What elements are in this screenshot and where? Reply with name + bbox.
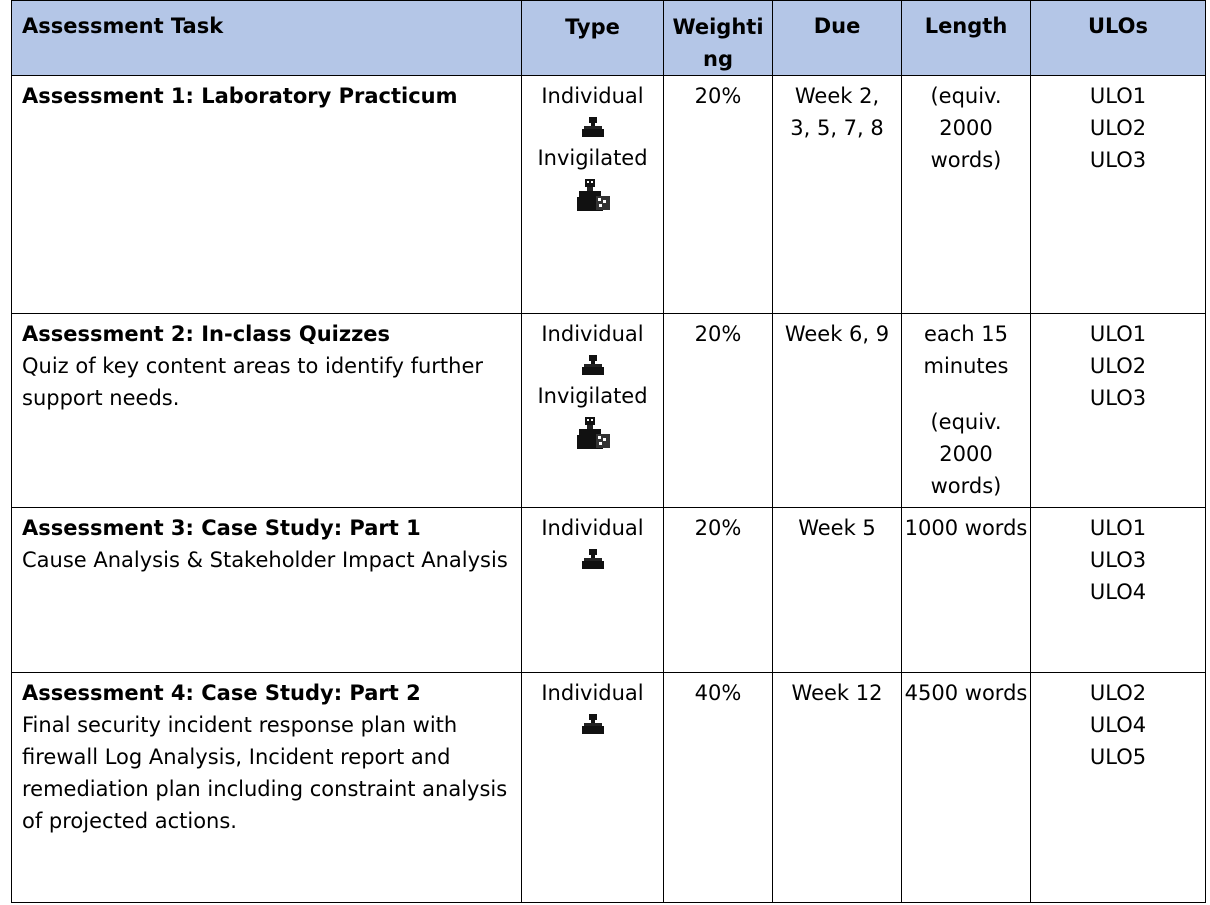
assessment-task-cell xyxy=(12,673,522,903)
length-line: 2000 xyxy=(939,442,993,466)
ulos-cell xyxy=(1031,508,1206,673)
header-ulos: ULOs xyxy=(1031,1,1206,76)
assessment-description: Quiz of key content areas to identify further support needs. xyxy=(22,354,484,410)
ulo-item: ULO4 xyxy=(1089,580,1147,604)
header-assessment-task: Assessment Task xyxy=(12,1,522,76)
due-line: Week 5 xyxy=(798,516,876,540)
length-cell xyxy=(902,673,1031,903)
ulos-cell xyxy=(1031,76,1206,314)
header-type: Type xyxy=(522,1,664,76)
due-cell xyxy=(773,673,902,903)
table-row xyxy=(12,673,1206,903)
due-cell xyxy=(773,76,902,314)
ulo-item: ULO4 xyxy=(1089,713,1147,737)
table-header-row xyxy=(12,1,1206,76)
assessment-task-cell xyxy=(12,76,522,314)
person-icon xyxy=(581,548,605,570)
due-line: Week 2, xyxy=(794,84,880,108)
type-individual: Individual xyxy=(541,84,644,108)
due-line: Week 12 xyxy=(791,681,883,705)
due-cell xyxy=(773,314,902,508)
length-line: each 15 xyxy=(923,322,1009,346)
assessment-table xyxy=(11,0,1206,903)
type-invigilated: Invigilated xyxy=(537,384,648,408)
header-weighting-line1: Weighti xyxy=(672,15,764,39)
table-row xyxy=(12,508,1206,673)
invigilator-icon xyxy=(574,416,612,452)
person-icon xyxy=(581,354,605,376)
ulo-item: ULO3 xyxy=(1089,548,1147,572)
invigilator-icon xyxy=(574,178,612,214)
weighting-cell: 20% xyxy=(664,508,773,673)
assessment-description: Final security incident response plan with firewall Log Analysis, Incident report and remediation plan including constraint analysis of projected actions. xyxy=(22,713,508,833)
assessment-task-cell xyxy=(12,314,522,508)
table-row xyxy=(12,314,1206,508)
length-line: 1000 words xyxy=(904,516,1028,540)
length-cell xyxy=(902,76,1031,314)
ulos-cell xyxy=(1031,314,1206,508)
length-line: 2000 xyxy=(939,116,993,140)
ulo-item: ULO2 xyxy=(1089,354,1147,378)
assessment-task-cell xyxy=(12,508,522,673)
weighting-cell: 20% xyxy=(664,76,773,314)
due-line: 3, 5, 7, 8 xyxy=(790,116,884,140)
type-individual: Individual xyxy=(541,681,644,705)
ulo-item: ULO1 xyxy=(1089,322,1147,346)
assessment-description: Cause Analysis & Stakeholder Impact Analysis xyxy=(22,548,508,572)
length-line: words) xyxy=(930,148,1002,172)
table-row xyxy=(12,76,1206,314)
length-line: 4500 words xyxy=(904,681,1028,705)
type-cell xyxy=(522,673,664,903)
weighting-cell: 20% xyxy=(664,314,773,508)
length-line: words) xyxy=(930,474,1002,498)
header-weighting-line2: ng xyxy=(703,47,733,71)
assessment-title: Assessment 3: Case Study: Part 1 xyxy=(22,516,421,540)
assessment-title: Assessment 2: In-class Quizzes xyxy=(22,322,391,346)
ulo-item: ULO2 xyxy=(1089,116,1147,140)
type-cell xyxy=(522,508,664,673)
length-line: (equiv. xyxy=(930,84,1002,108)
type-invigilated: Invigilated xyxy=(537,146,648,170)
ulos-cell xyxy=(1031,673,1206,903)
length-line: (equiv. xyxy=(930,410,1002,434)
header-due: Due xyxy=(773,1,902,76)
header-weighting xyxy=(664,1,773,76)
person-icon xyxy=(581,713,605,735)
person-icon xyxy=(581,116,605,138)
ulo-item: ULO1 xyxy=(1089,516,1147,540)
type-cell xyxy=(522,76,664,314)
type-individual: Individual xyxy=(541,322,644,346)
type-cell xyxy=(522,314,664,508)
ulo-item: ULO1 xyxy=(1089,84,1147,108)
ulo-item: ULO2 xyxy=(1089,681,1147,705)
ulo-item: ULO5 xyxy=(1089,745,1147,769)
length-cell xyxy=(902,314,1031,508)
length-line: minutes xyxy=(923,354,1009,378)
weighting-cell: 40% xyxy=(664,673,773,903)
type-individual: Individual xyxy=(541,516,644,540)
assessment-title: Assessment 4: Case Study: Part 2 xyxy=(22,681,421,705)
length-spacer xyxy=(902,382,1030,406)
assessment-title: Assessment 1: Laboratory Practicum xyxy=(22,84,458,108)
due-cell xyxy=(773,508,902,673)
ulo-item: ULO3 xyxy=(1089,386,1147,410)
header-length: Length xyxy=(902,1,1031,76)
length-cell xyxy=(902,508,1031,673)
ulo-item: ULO3 xyxy=(1089,148,1147,172)
due-line: Week 6, 9 xyxy=(784,322,890,346)
